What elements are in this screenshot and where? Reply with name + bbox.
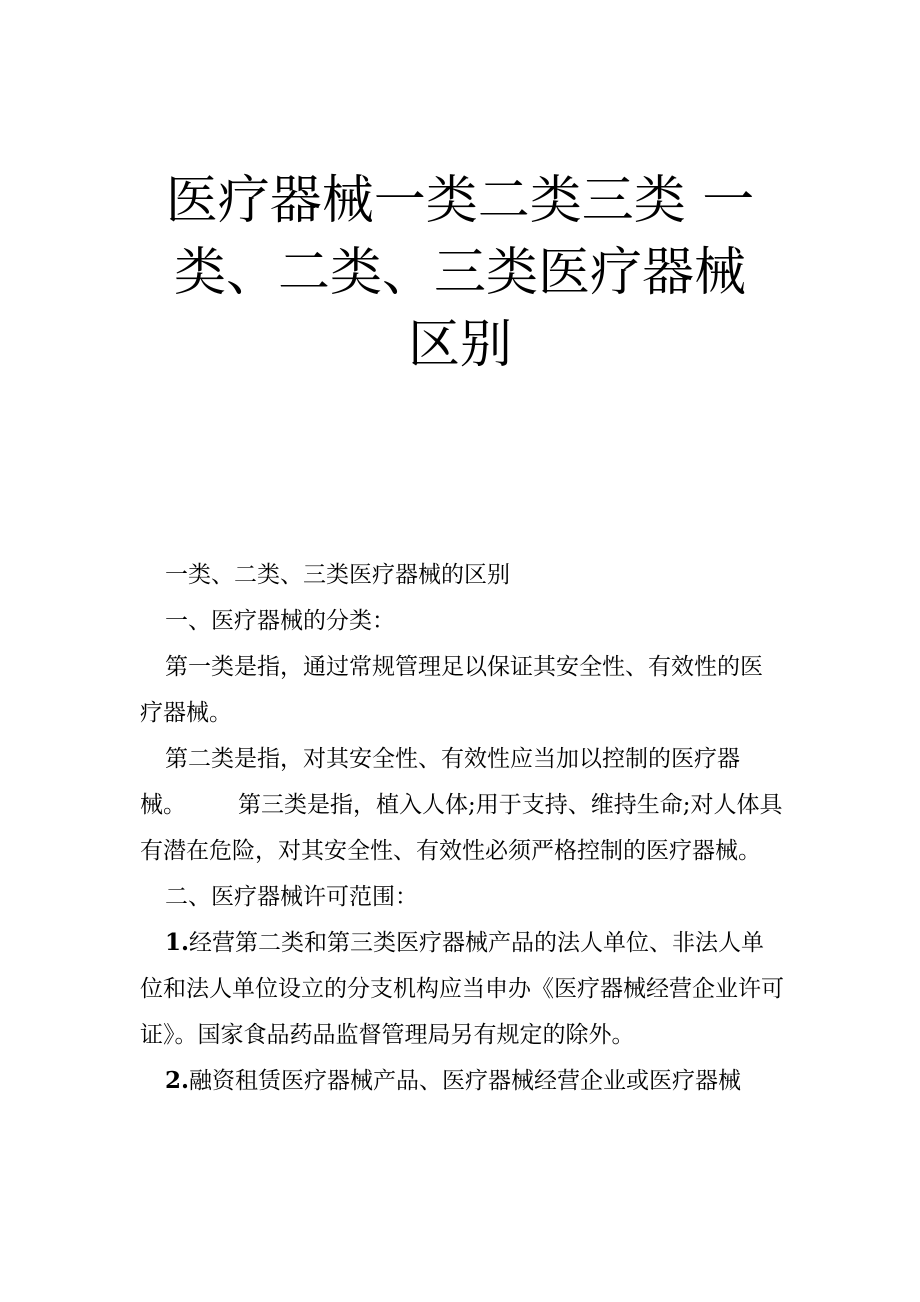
item-text: 经营第二类和第三类医疗器械产品的法人单位、非法人单位和法人单位设立的分支机构应当申办《医疗器械经营企业许可证》。国家食品药品监督管理局另有规定的除外。 bbox=[140, 930, 784, 1048]
document-title bbox=[120, 165, 800, 381]
class-two-text: 第二类是指，对其安全性、有效性应当加以控制的医疗器械。 bbox=[140, 746, 740, 818]
title-line-3: 区别 bbox=[407, 315, 512, 375]
license-item-1 bbox=[140, 920, 785, 1058]
section-heading-license-scope: 二、医疗器械许可范围： bbox=[165, 884, 418, 910]
title-line-1: 医疗器械一类二类三类 一 bbox=[165, 171, 755, 231]
item-number: 2. bbox=[165, 1067, 190, 1094]
item-number: 1. bbox=[165, 929, 190, 956]
title-line-2: 类、二类、三类医疗器械 bbox=[173, 243, 746, 303]
document-body bbox=[140, 552, 785, 1104]
class-three-text: 第三类是指，植入人体;用于支持、维持生命;对人体具有潜在危险，对其安全性、有效性必须严格控制的医疗器械。 bbox=[140, 792, 783, 864]
subtitle-paragraph: 一类、二类、三类医疗器械的区别 bbox=[165, 562, 510, 588]
section-heading-classification: 一、医疗器械的分类： bbox=[165, 608, 395, 634]
item-text: 融资租赁医疗器械产品、医疗器械经营企业或医疗器械 bbox=[189, 1068, 742, 1094]
license-item-2 bbox=[140, 1058, 785, 1104]
class-two-three-paragraph bbox=[140, 736, 785, 874]
class-one-paragraph: 第一类是指，通过常规管理足以保证其安全性、有效性的医疗器械。 bbox=[140, 654, 763, 726]
